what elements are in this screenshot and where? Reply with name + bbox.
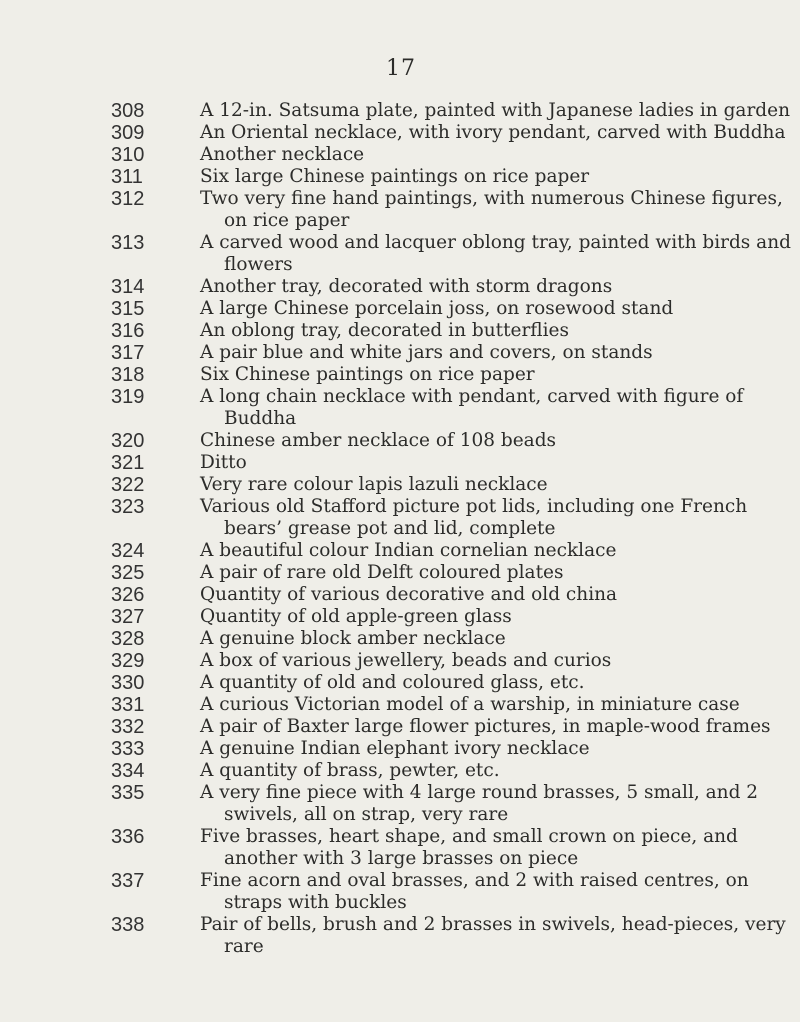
- lot-entry: [0, 496, 800, 540]
- lot-description: A genuine Indian elephant ivory necklace: [200, 738, 590, 759]
- lot-description: Another tray, decorated with storm dragons: [200, 276, 613, 297]
- lot-number: 327: [111, 606, 145, 628]
- lot-entry: [0, 672, 800, 694]
- lot-number: 320: [111, 430, 145, 452]
- lot-entry: [0, 342, 800, 364]
- lot-number: 331: [111, 694, 145, 716]
- lot-entry: [0, 584, 800, 606]
- lot-entry: [0, 188, 800, 232]
- page-number: 17: [386, 56, 416, 81]
- lot-description: Six Chinese paintings on rice paper: [200, 364, 535, 385]
- lot-entry: [0, 870, 800, 914]
- lot-entry: [0, 430, 800, 452]
- lot-number: 325: [111, 562, 145, 584]
- lot-entry: [0, 826, 800, 870]
- lot-number: 315: [111, 298, 145, 320]
- lot-entry: [0, 452, 800, 474]
- lot-number: 313: [111, 232, 145, 254]
- lot-number: 316: [111, 320, 145, 342]
- lot-entry: [0, 100, 800, 122]
- lot-entry: [0, 716, 800, 738]
- lot-description: Another necklace: [200, 144, 365, 165]
- lot-number: 336: [111, 826, 145, 848]
- lot-entry: [0, 144, 800, 166]
- lot-entry: [0, 562, 800, 584]
- lot-entry: [0, 914, 800, 958]
- lot-number: 319: [111, 386, 145, 408]
- lot-description: A quantity of old and coloured glass, etc.: [200, 672, 585, 693]
- lot-entry: [0, 474, 800, 496]
- lot-number: 312: [111, 188, 145, 210]
- lot-number: 309: [111, 122, 145, 144]
- lot-description: A curious Victorian model of a warship, in miniature case: [200, 694, 740, 715]
- lot-number: 314: [111, 276, 145, 298]
- lot-description: Pair of bells, brush and 2 brasses in swivels, head-pieces, very rare: [200, 914, 786, 957]
- lot-entry: [0, 232, 800, 276]
- lot-description: Ditto: [200, 452, 247, 473]
- lot-description: Very rare colour lapis lazuli necklace: [200, 474, 548, 495]
- lot-description: A pair blue and white jars and covers, on stands: [200, 342, 653, 363]
- lot-entry: [0, 166, 800, 188]
- lot-description: A pair of Baxter large flower pictures, in maple-wood frames: [200, 716, 771, 737]
- lot-number: 310: [111, 144, 145, 166]
- lot-entry: [0, 738, 800, 760]
- lot-entry: [0, 650, 800, 672]
- lot-number: 332: [111, 716, 145, 738]
- lot-entry: [0, 364, 800, 386]
- lot-entry: [0, 386, 800, 430]
- lot-description: An Oriental necklace, with ivory pendant, carved with Buddha: [200, 122, 786, 143]
- lot-description: Fine acorn and oval brasses, and 2 with raised centres, on straps with buckles: [200, 870, 749, 913]
- lot-description: An oblong tray, decorated in butterflies: [200, 320, 569, 341]
- lot-description: Two very fine hand paintings, with numerous Chinese figures, on rice paper: [200, 188, 783, 231]
- lot-number: 308: [111, 100, 145, 122]
- lot-number: 321: [111, 452, 145, 474]
- lot-description: A box of various jewellery, beads and curios: [200, 650, 612, 671]
- lot-number: 334: [111, 760, 145, 782]
- lot-number: 324: [111, 540, 145, 562]
- lot-description: A pair of rare old Delft coloured plates: [200, 562, 564, 583]
- lot-list: [0, 100, 800, 958]
- lot-number: 323: [111, 496, 145, 518]
- lot-description: Quantity of old apple-green glass: [200, 606, 512, 627]
- lot-number: 330: [111, 672, 145, 694]
- lot-number: 338: [111, 914, 145, 936]
- lot-number: 337: [111, 870, 145, 892]
- lot-description: A 12-in. Satsuma plate, painted with Japanese ladies in garden: [200, 100, 791, 121]
- lot-number: 328: [111, 628, 145, 650]
- lot-number: 333: [111, 738, 145, 760]
- lot-description: A large Chinese porcelain joss, on rosewood stand: [200, 298, 674, 319]
- lot-entry: [0, 320, 800, 342]
- lot-description: A very fine piece with 4 large round brasses, 5 small, and 2 swivels, all on strap, very rare: [200, 782, 759, 825]
- lot-entry: [0, 540, 800, 562]
- lot-number: 326: [111, 584, 145, 606]
- lot-description: A quantity of brass, pewter, etc.: [200, 760, 500, 781]
- lot-entry: [0, 760, 800, 782]
- lot-description: Five brasses, heart shape, and small crown on piece, and another with 3 large brasses on piece: [200, 826, 738, 869]
- lot-number: 329: [111, 650, 145, 672]
- lot-description: A beautiful colour Indian cornelian necklace: [200, 540, 617, 561]
- lot-description: A genuine block amber necklace: [200, 628, 506, 649]
- lot-description: A carved wood and lacquer oblong tray, painted with birds and flowers: [200, 232, 791, 275]
- lot-number: 311: [111, 166, 143, 188]
- lot-description: A long chain necklace with pendant, carved with figure of Buddha: [200, 386, 744, 429]
- lot-entry: [0, 122, 800, 144]
- lot-description: Chinese amber necklace of 108 beads: [200, 430, 557, 451]
- lot-number: 322: [111, 474, 145, 496]
- lot-description: Various old Stafford picture pot lids, including one French bears’ grease pot and lid, complete: [200, 496, 748, 539]
- lot-number: 317: [111, 342, 145, 364]
- lot-entry: [0, 694, 800, 716]
- lot-entry: [0, 782, 800, 826]
- lot-entry: [0, 606, 800, 628]
- lot-number: 335: [111, 782, 145, 804]
- lot-entry: [0, 628, 800, 650]
- lot-entry: [0, 276, 800, 298]
- lot-number: 318: [111, 364, 145, 386]
- lot-description: Six large Chinese paintings on rice paper: [200, 166, 590, 187]
- lot-entry: [0, 298, 800, 320]
- lot-description: Quantity of various decorative and old china: [200, 584, 618, 605]
